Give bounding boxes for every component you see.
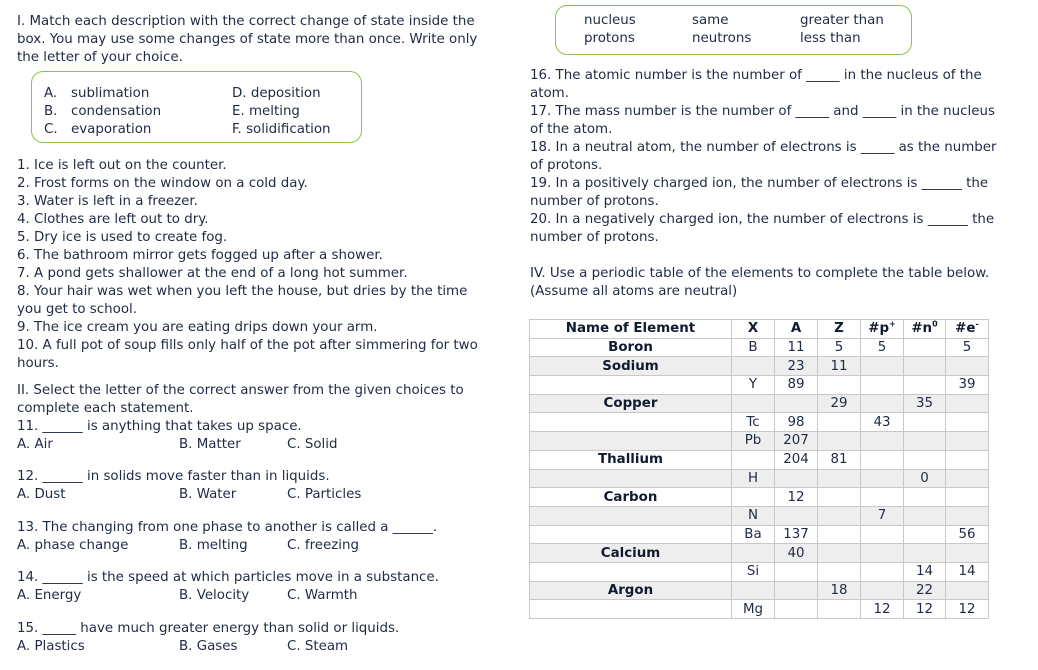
column-header-neutrons: $\#n^0$: [904, 320, 946, 339]
fill-in-line: of the atom.: [530, 122, 613, 137]
cell-atomic-number: 11: [818, 357, 861, 376]
choice-a: A. Energy: [17, 588, 82, 603]
cell-neutrons: [904, 376, 946, 395]
cell-electrons: [946, 394, 989, 413]
option-text: sublimation: [71, 86, 150, 101]
option-text: evaporation: [71, 122, 152, 137]
cell-electrons: 14: [946, 562, 989, 581]
cell-atomic-number: [818, 376, 861, 395]
table-row: [530, 600, 989, 619]
option-text: D. deposition: [232, 86, 321, 101]
cell-element-name: Boron: [530, 338, 732, 357]
cell-electrons: [946, 469, 989, 488]
cell-protons: [861, 394, 904, 413]
cell-element-name: [530, 506, 732, 525]
cell-electrons: 12: [946, 600, 989, 619]
cell-atomic-number: 5: [818, 338, 861, 357]
choice-b: B. melting: [179, 538, 248, 553]
matching-item: 5. Dry ice is used to create fog.: [17, 230, 228, 245]
matching-item: 10. A full pot of soup fills only half of the pot after simmering for two: [17, 338, 478, 353]
cell-neutrons: [904, 544, 946, 563]
cell-mass-number: 89: [775, 376, 818, 395]
table-row: [530, 562, 989, 581]
cell-mass-number: 98: [775, 413, 818, 432]
cell-symbol: Pb: [732, 432, 775, 451]
cell-element-name: [530, 413, 732, 432]
word-bank-box: [555, 5, 912, 55]
table-row: [530, 488, 989, 507]
question-stem: 15. _____ have much greater energy than solid or liquids.: [17, 621, 400, 636]
table-row: [530, 544, 989, 563]
matching-item: 1. Ice is left out on the counter.: [17, 158, 227, 173]
matching-item: 2. Frost forms on the window on a cold day.: [17, 176, 308, 191]
cell-element-name: [530, 562, 732, 581]
cell-atomic-number: [818, 544, 861, 563]
cell-symbol: Ba: [732, 525, 775, 544]
cell-electrons: [946, 413, 989, 432]
cell-protons: 12: [861, 600, 904, 619]
cell-symbol: Y: [732, 376, 775, 395]
cell-mass-number: [775, 581, 818, 600]
section4-instruction-line: (Assume all atoms are neutral): [530, 284, 738, 299]
choice-b: B. Gases: [179, 639, 238, 654]
choice-b: B. Water: [179, 487, 237, 502]
cell-protons: [861, 562, 904, 581]
question-stem: 13. The changing from one phase to another is called a ______.: [17, 520, 438, 535]
table-row: [530, 338, 989, 357]
word-bank-item: less than: [800, 31, 861, 46]
cell-atomic-number: [818, 562, 861, 581]
change-of-state-options-box: [31, 71, 362, 143]
matching-item: 3. Water is left in a freezer.: [17, 194, 198, 209]
table-row: [530, 357, 989, 376]
column-header-name: Name of Element: [530, 320, 732, 339]
matching-item: you get to school.: [17, 302, 137, 317]
cell-element-name: [530, 432, 732, 451]
cell-electrons: [946, 432, 989, 451]
matching-item: 9. The ice cream you are eating drips down your arm.: [17, 320, 378, 335]
question-stem: 12. ______ in solids move faster than in liquids.: [17, 469, 330, 484]
cell-neutrons: [904, 432, 946, 451]
cell-electrons: [946, 581, 989, 600]
cell-protons: [861, 488, 904, 507]
cell-element-name: [530, 376, 732, 395]
table-row: [530, 581, 989, 600]
cell-element-name: Carbon: [530, 488, 732, 507]
cell-symbol: Tc: [732, 413, 775, 432]
cell-symbol: N: [732, 506, 775, 525]
cell-atomic-number: 81: [818, 450, 861, 469]
cell-atomic-number: [818, 506, 861, 525]
cell-neutrons: [904, 525, 946, 544]
fill-in-line: 17. The mass number is the number of _____ and _____ in the nucleus: [530, 104, 995, 119]
fill-in-line: 16. The atomic number is the number of _____ in the nucleus of the: [530, 68, 982, 83]
cell-electrons: [946, 506, 989, 525]
cell-mass-number: [775, 600, 818, 619]
cell-protons: 5: [861, 338, 904, 357]
cell-element-name: Copper: [530, 394, 732, 413]
cell-electrons: [946, 450, 989, 469]
fill-in-line: of protons.: [530, 158, 603, 173]
cell-element-name: [530, 600, 732, 619]
table-header-row: [530, 320, 989, 339]
cell-symbol: [732, 488, 775, 507]
cell-neutrons: 0: [904, 469, 946, 488]
cell-mass-number: 12: [775, 488, 818, 507]
choice-c: C. Particles: [287, 487, 362, 502]
cell-mass-number: [775, 394, 818, 413]
cell-atomic-number: [818, 413, 861, 432]
table-row: [530, 432, 989, 451]
choice-c: C. freezing: [287, 538, 360, 553]
section1-instruction-line: the letter of your choice.: [17, 50, 183, 65]
cell-atomic-number: [818, 469, 861, 488]
cell-symbol: [732, 394, 775, 413]
cell-protons: [861, 376, 904, 395]
cell-symbol: B: [732, 338, 775, 357]
cell-neutrons: [904, 506, 946, 525]
column-header-mass-number: A: [775, 320, 818, 339]
word-bank-item: same: [692, 13, 729, 28]
cell-protons: 43: [861, 413, 904, 432]
word-bank-item: neutrons: [692, 31, 752, 46]
cell-neutrons: 22: [904, 581, 946, 600]
cell-atomic-number: [818, 432, 861, 451]
cell-mass-number: [775, 562, 818, 581]
choice-a: A. Plastics: [17, 639, 85, 654]
cell-element-name: [530, 469, 732, 488]
fill-in-line: 20. In a negatively charged ion, the number of electrons is ______ the: [530, 212, 995, 227]
table-row: [530, 394, 989, 413]
cell-mass-number: 40: [775, 544, 818, 563]
fill-in-line: atom.: [530, 86, 569, 101]
table-row: [530, 506, 989, 525]
option-letter: B.: [44, 104, 58, 119]
cell-neutrons: [904, 413, 946, 432]
fill-in-line: number of protons.: [530, 194, 659, 209]
cell-atomic-number: 29: [818, 394, 861, 413]
choice-b: B. Velocity: [179, 588, 250, 603]
column-header-symbol: X: [732, 320, 775, 339]
cell-element-name: Sodium: [530, 357, 732, 376]
column-header-protons: #p+: [861, 320, 904, 339]
option-letter: A.: [44, 86, 58, 101]
question-stem: 11. ______ is anything that takes up space.: [17, 419, 302, 434]
column-header-atomic-number: Z: [818, 320, 861, 339]
section2-instruction-line: complete each statement.: [17, 401, 194, 416]
matching-item: 8. Your hair was wet when you left the house, but dries by the time: [17, 284, 468, 299]
cell-symbol: Mg: [732, 600, 775, 619]
cell-electrons: 39: [946, 376, 989, 395]
table-row: [530, 469, 989, 488]
fill-in-line: 18. In a neutral atom, the number of electrons is _____ as the number: [530, 140, 997, 155]
option-letter: C.: [44, 122, 58, 137]
matching-item: 7. A pond gets shallower at the end of a long hot summer.: [17, 266, 408, 281]
cell-electrons: [946, 544, 989, 563]
element-table: [529, 319, 989, 619]
word-bank-item: nucleus: [584, 13, 636, 28]
table-row: [530, 413, 989, 432]
cell-protons: 7: [861, 506, 904, 525]
cell-protons: [861, 581, 904, 600]
cell-element-name: Argon: [530, 581, 732, 600]
cell-element-name: Thallium: [530, 450, 732, 469]
cell-mass-number: 23: [775, 357, 818, 376]
section1-instruction-line: box. You may use some changes of state more than once. Write only: [17, 32, 478, 47]
choice-c: C. Warmth: [287, 588, 358, 603]
question-stem: 14. ______ is the speed at which particles move in a substance.: [17, 570, 439, 585]
cell-electrons: 56: [946, 525, 989, 544]
cell-neutrons: [904, 488, 946, 507]
cell-mass-number: 207: [775, 432, 818, 451]
cell-symbol: [732, 544, 775, 563]
section2-instruction-line: II. Select the letter of the correct answer from the given choices to: [17, 383, 464, 398]
cell-electrons: 5: [946, 338, 989, 357]
option-text: condensation: [71, 104, 162, 119]
cell-mass-number: [775, 506, 818, 525]
column-header-electrons: #e-: [946, 320, 989, 339]
fill-in-line: 19. In a positively charged ion, the number of electrons is ______ the: [530, 176, 989, 191]
cell-symbol: H: [732, 469, 775, 488]
cell-protons: [861, 525, 904, 544]
cell-protons: [861, 450, 904, 469]
cell-atomic-number: [818, 488, 861, 507]
cell-protons: [861, 432, 904, 451]
matching-item: 6. The bathroom mirror gets fogged up after a shower.: [17, 248, 383, 263]
cell-neutrons: 14: [904, 562, 946, 581]
choice-b: B. Matter: [179, 437, 241, 452]
table-row: [530, 376, 989, 395]
cell-mass-number: 204: [775, 450, 818, 469]
table-row: [530, 450, 989, 469]
option-text: E. melting: [232, 104, 300, 119]
cell-neutrons: [904, 357, 946, 376]
cell-mass-number: 137: [775, 525, 818, 544]
cell-atomic-number: [818, 600, 861, 619]
cell-electrons: [946, 488, 989, 507]
cell-neutrons: 12: [904, 600, 946, 619]
cell-neutrons: [904, 450, 946, 469]
word-bank-item: greater than: [800, 13, 884, 28]
word-bank-item: protons: [584, 31, 635, 46]
cell-neutrons: 35: [904, 394, 946, 413]
choice-a: A. Dust: [17, 487, 66, 502]
section4-instruction-line: IV. Use a periodic table of the elements to complete the table below.: [530, 266, 990, 281]
section1-instruction-line: I. Match each description with the correct change of state inside the: [17, 14, 475, 29]
cell-protons: [861, 469, 904, 488]
cell-electrons: [946, 357, 989, 376]
cell-symbol: Si: [732, 562, 775, 581]
choice-a: A. Air: [17, 437, 53, 452]
matching-item: hours.: [17, 356, 59, 371]
table-row: [530, 525, 989, 544]
cell-neutrons: [904, 338, 946, 357]
cell-protons: [861, 357, 904, 376]
choice-c: C. Steam: [287, 639, 349, 654]
cell-protons: [861, 544, 904, 563]
cell-symbol: [732, 581, 775, 600]
cell-mass-number: [775, 469, 818, 488]
matching-item: 4. Clothes are left out to dry.: [17, 212, 209, 227]
cell-atomic-number: [818, 525, 861, 544]
cell-mass-number: 11: [775, 338, 818, 357]
cell-element-name: Calcium: [530, 544, 732, 563]
cell-atomic-number: 18: [818, 581, 861, 600]
option-text: F. solidification: [232, 122, 331, 137]
choice-a: A. phase change: [17, 538, 129, 553]
fill-in-line: number of protons.: [530, 230, 659, 245]
cell-symbol: [732, 450, 775, 469]
choice-c: C. Solid: [287, 437, 338, 452]
cell-symbol: [732, 357, 775, 376]
cell-element-name: [530, 525, 732, 544]
